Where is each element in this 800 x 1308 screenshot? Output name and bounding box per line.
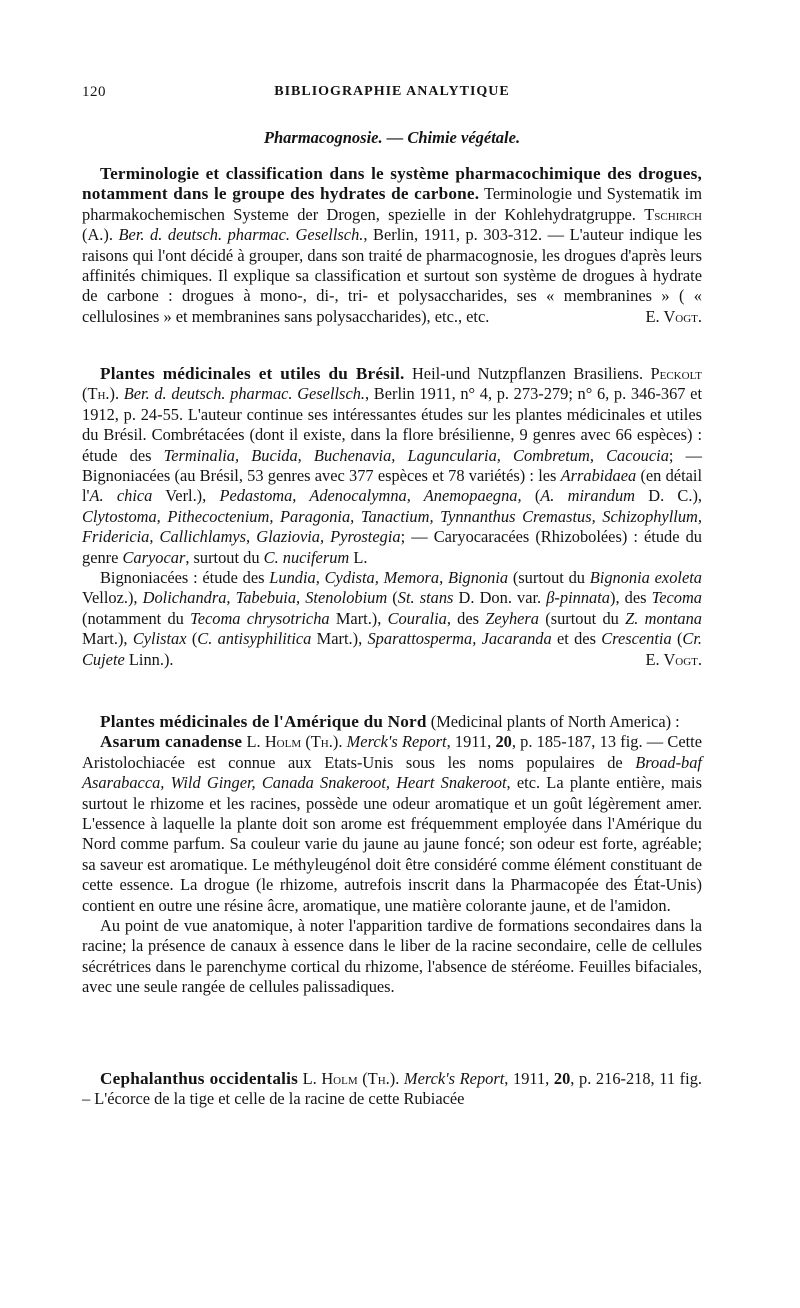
species-name: A. chica (89, 486, 153, 506)
genus-name: Couralia (387, 608, 447, 628)
entry-paragraph: Asarum canadense L. Holm (Th.). Merck's Report, 1911, 20, p. 185-187, 13 fig. — Cette Aristolochiacée est connue aux Etats-Unis sous les noms populaires de Broad-baf Asarabacca, Wild Ginger, Canada Snakeroot, Heart Snakeroot, etc. La plante entière, mais surtout le rhizome et les racines, possède une odeur aromatique et un goût légèrement amer. L'essence à laquelle la plante doit son arome est fréquemment employée dans l'Amérique du Nord comme parfum. Sa couleur varie du jaune au jaune foncé; son odeur est forte, agréable; sa saveur est aromatique. Le méthyleugénol doit être considéré comme élément constituant de cette essence. La drogue (le rhizome, autrefois inscrit dans la Pharmacopée des État-Unis) contient en outre une résine âcre, aromatique, une matière colorante jaune, et de l'amidon. (82, 732, 702, 915)
text-run: ( (521, 486, 541, 506)
text-run: (en détail l' (82, 466, 703, 506)
species-name: C. antisyphilitica (197, 629, 312, 649)
species-name: Cr. Cujete (82, 629, 702, 669)
genus-name: Caryocar (122, 547, 186, 567)
entry-terminologie (82, 164, 702, 327)
signature: E. Vogt. (645, 306, 702, 326)
species-name: Z. montana (625, 608, 702, 628)
text-run: Mart.), (311, 629, 368, 649)
german-title: Terminologie und Systematik im pharmakochemischen Systeme der Drogen, spezielle in der Kohlehydratgruppe. (82, 184, 702, 224)
entry-amerique-du-nord (82, 712, 702, 998)
genus-list: Lundia, Cydista, Memora, Bignonia (269, 568, 509, 588)
section-title: Pharmacognosie. — Chimie végétale. (263, 128, 521, 147)
text-run: L. (349, 547, 368, 567)
author: Peckolt (Th.) (82, 364, 703, 404)
text-run: Velloz.), (82, 588, 143, 608)
text-run: D. Don. var. (453, 588, 547, 608)
text-run: (surtout du (539, 608, 626, 628)
citation: , Berlin, 1911, p. 303-312. (363, 225, 543, 245)
species-title: Cephalanthus occidentalis (100, 1069, 298, 1088)
entry-bresil (82, 364, 702, 670)
text-run: ; — Caryocaracées (Rhizobolées) : étude du genre (82, 527, 702, 567)
variety-name: β-pinnata (546, 588, 610, 608)
text-run: ; — Bignoniacées (au Brésil, 53 genres avec 377 espèces et 78 variétés) : les (82, 445, 703, 486)
text-run: (notamment du (82, 608, 191, 628)
genus-name: Arrabidaea (560, 466, 637, 486)
genus-list: Pedastoma, Adenocalymna, Anemopaegna, (219, 486, 522, 506)
abstract: — L'auteur indique les raisons qui l'ont décidé à grouper, dans son traité de pharmacognosie, les drogues d'après leurs affinités chimiques. Il explique sa classification et surtout son système de drogues à hydrate de carbone : drogues à mono-, di-, tri- et polysaccharides, ses « membranines » ( « cellulosines » et membranines sans polysaccharides), etc., etc. (82, 225, 702, 326)
signature: E. Vogt. (645, 649, 702, 669)
species-author: L. (242, 732, 265, 752)
genus-name: Zeyhera (485, 608, 539, 628)
entry-paragraph: Cephalanthus occidentalis L. Holm (Th.). Merck's Report, 1911, 20, p. 216-218, 11 fig. – L'écorce de la tige et celle de la racine de cette Rubiacée (82, 1069, 702, 1109)
german-title: Heil-und Nutzpflanzen Brasiliens. (404, 364, 651, 383)
entry-cephalanthus (82, 1069, 702, 1110)
citation: , 1911, (446, 732, 496, 752)
journal: Ber. d. deutsch. pharmac. Gesellsch. (118, 225, 364, 245)
citation: , p. 216-218, 11 fig. – L'écorce de la tige et celle de la racine de cette Rubiacée (82, 1069, 702, 1109)
entry-paragraph: Plantes médicinales et utiles du Brésil. Heil-und Nutzpflanzen Brasiliens. Peckolt (Th.). Ber. d. deutsch. pharmac. Gesellsch., Berlin 1911, n° 4, p. 273-279; n° 6, p. 346-367 et 1912, p. 24-55. L'auteur continue ses intéressantes études sur les plantes médicinales et utiles du Brésil. Combrétacées (dont il existe, dans la flore brésilienne, 9 genres avec 66 espèces) : étude des Terminalia, Bucida, Buchenavia, Laguncularia, Combretum, Cacoucia; — Bignoniacées (au Brésil, 53 genres avec 377 espèces et 78 variétés) : les Arrabidaea (en détail l'A. chica Verl.), Pedastoma, Adenocalymna, Anemopaegna, (A. mirandum D. C.), Clytostoma, Pithecoctenium, Paragonia, Tanactium, Tynnanthus Cremastus, Schizophyllum, Fridericia, Callichlamys, Glaziovia, Pyrostegia; — Caryocaracées (Rhizobolées) : étude du genre Caryocar, surtout du C. nuciferum L. (82, 364, 703, 567)
entry-subtitle: (Medicinal plants of North America) : (426, 712, 680, 731)
text-run: (surtout du (508, 568, 590, 588)
page-header (82, 84, 702, 104)
text-run: Mart.), (329, 608, 388, 628)
page-number: 120 (82, 84, 106, 100)
text-run: ( (387, 588, 398, 608)
text-run: , surtout du (185, 547, 264, 567)
species-title: Asarum canadense (100, 732, 243, 752)
abstract: , etc. La plante entière, mais surtout le rhizome et les racines, possède une odeur aromatique et un goût légèrement amer. L'essence à laquelle la plante doit son arome est fréquemment employée dans l'Amérique du Nord comme parfum. Sa couleur varie du jaune au jaune foncé; son odeur est forte, agréable; sa saveur est aromatique. Le méthyleugénol doit être considéré comme élément constituant de cette essence. La drogue (le rhizome, autrefois inscrit dans la Pharmacopée des État-Unis) contient en outre une résine âcre, aromatique, une matière colorante jaune, et de l'amidon. (82, 773, 702, 915)
entry-paragraph (82, 712, 702, 732)
author: Holm (Th.) (321, 1069, 396, 1088)
journal: Ber. d. deutsch. pharmac. Gesellsch. (123, 384, 366, 404)
common-names: Broad-baf Asarabacca, Wild Ginger, Canada Snakeroot, Heart Snakeroot (82, 752, 702, 793)
author: Holm (Th.) (264, 732, 339, 752)
genus-name: Tecoma (651, 588, 702, 608)
text-run: , des (446, 608, 486, 628)
journal: Merck's Report (403, 1069, 505, 1088)
species-name: C. nuciferum (263, 547, 350, 567)
genus-list: Clytostoma, Pithecoctenium, Paragonia, Tanactium, Tynnanthus Cremastus, Schizophyllum, Fridericia, Callichlamys, Glaziovia, Pyrostegia (82, 506, 702, 547)
species-name: A. mirandum (540, 486, 636, 506)
abstract: Au point de vue anatomique, à noter l'apparition tardive de formations secondaires dans la racine; la présence de canaux à essence dans le liber de la racine secondaire, celle de cellules sécrétrices dans le parenchyme cortical du rhizome, l'absence de stéréome. Feuilles bifaciales, avec une seule rangée de cellules palissadiques. (82, 916, 702, 997)
volume-number: 20 (495, 732, 512, 752)
text-run: ( (186, 629, 198, 649)
genus-name: Cylistax (132, 629, 187, 649)
entry-paragraph (82, 568, 702, 670)
entry-title: Plantes médicinales et utiles du Brésil. (100, 364, 405, 383)
author: Tschirch (A.) (82, 204, 702, 245)
text-run: Linn.). (124, 649, 174, 669)
text-run: Verl.), (152, 486, 220, 506)
genus-name: Crescentia (601, 629, 672, 649)
entry-paragraph: Terminologie et classification dans le système pharmacochimique des drogues, notamment dans le groupe des hydrates de carbone. Terminologie und Systematik im pharmakochemischen Systeme der Drogen, spezielle in der Kohlehydratgruppe. Tschirch (A.). Ber. d. deutsch. pharmac. Gesellsch., Berlin, 1911, p. 303-312. — L'auteur indique les raisons qui l'ont décidé à grouper, dans son traité de pharmacognosie, les drogues d'après leurs affinités chimiques. Il explique sa classification et surtout son système de drogues à hydrate de carbone : drogues à mono-, di-, tri- et polysaccharides, ses « membranines » ( « cellulosines » et membranines sans polysaccharides), etc., etc. E. Vogt. (82, 164, 702, 326)
journal: Merck's Report (346, 732, 447, 752)
citation: , Berlin 1911, n° 4, p. 273-279; n° 6, p. 346-367 et 1912, p. 24-55. L'auteur continue ses intéressantes études sur les plantes médicinales et utiles du Brésil. Combrétacées (dont il existe, dans la flore brésilienne, 9 genres avec 66 espèces) : étude des (82, 384, 702, 465)
species-name: Bignonia exoleta (589, 568, 702, 588)
text-run: et des (551, 629, 602, 649)
species-name: St. stans (397, 588, 454, 608)
text-run: Mart.), (82, 629, 133, 649)
citation: , p. 185-187, 13 fig. — Cette Aristolochiacée est connue aux Etats-Unis sous les noms populaires de (82, 732, 702, 772)
species-name: Tecoma chrysotricha (190, 608, 330, 628)
genus-list: Sparattosperma, Jacaranda (367, 629, 552, 649)
running-head: BIBLIOGRAPHIE ANALYTIQUE (274, 84, 510, 99)
genus-list: Dolichandra, Tabebuia, Stenolobium (142, 588, 388, 608)
text-run: ( (671, 629, 683, 649)
species-author: L. (297, 1069, 322, 1088)
text-run: ), des (609, 588, 652, 608)
entry-title: Terminologie et classification dans le système pharmacochimique des drogues, notamment dans le groupe des hydrates de carbone. (82, 164, 702, 204)
entry-paragraph (82, 916, 702, 998)
genus-list: Terminalia, Bucida, Buchenavia, Laguncularia, Combretum, Cacoucia (163, 445, 669, 465)
volume-number: 20 (553, 1069, 571, 1088)
text-run: D. C.), (635, 486, 702, 506)
entry-title: Plantes médicinales de l'Amérique du Nord (100, 712, 427, 731)
citation: , 1911, (504, 1069, 554, 1088)
text-run: Bignoniacées : étude des (100, 568, 270, 588)
